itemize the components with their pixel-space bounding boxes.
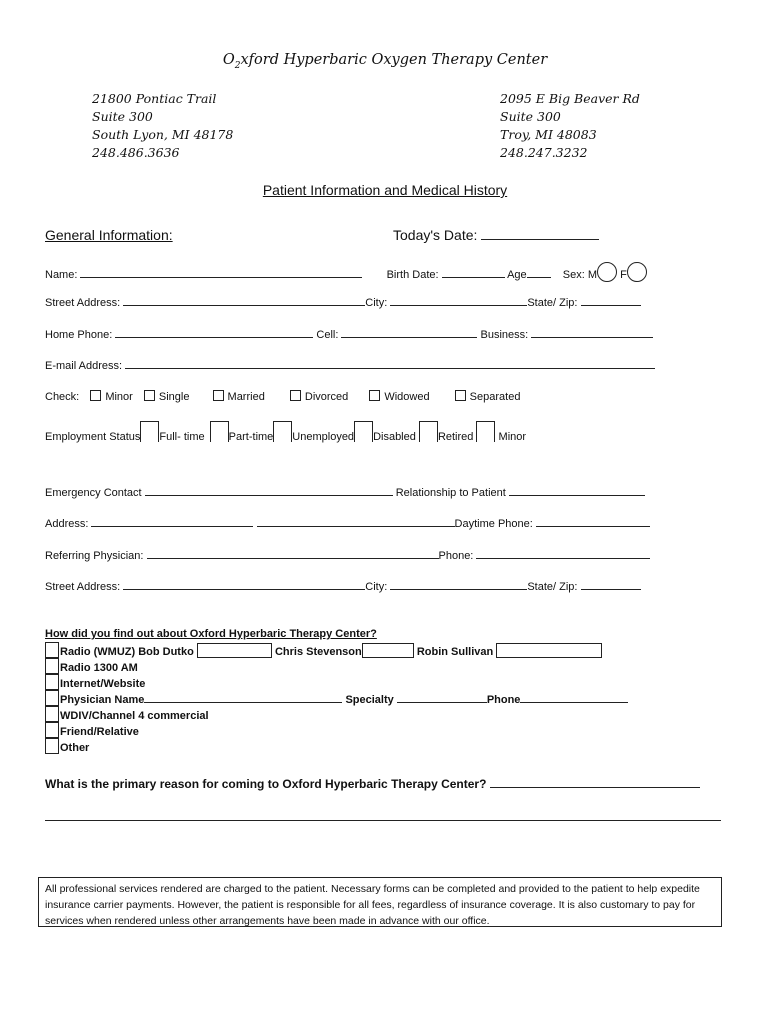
retired-box[interactable] xyxy=(419,421,438,442)
wdiv-label: WDIV/Channel 4 commercial xyxy=(60,710,209,722)
emergency-address-field[interactable] xyxy=(91,515,253,527)
sex-m-label: M xyxy=(587,269,598,281)
sex-f-label: F xyxy=(620,269,627,281)
home-phone-field[interactable] xyxy=(115,326,313,338)
business-field[interactable] xyxy=(531,326,653,338)
phone-row xyxy=(45,326,653,342)
single-label: Single xyxy=(158,391,190,403)
referral-other xyxy=(45,738,89,756)
primary-reason-row xyxy=(45,776,700,791)
referring-physician-row xyxy=(45,547,650,563)
cell-label: Cell: xyxy=(316,329,339,341)
city-field[interactable] xyxy=(390,294,527,306)
single-checkbox[interactable] xyxy=(144,390,155,401)
todays-date-field[interactable] xyxy=(481,228,599,240)
divorced-label: Divorced xyxy=(304,391,349,403)
daytime-phone-field[interactable] xyxy=(536,515,650,527)
name-field[interactable] xyxy=(80,266,362,278)
left-address-line: South Lyon, MI 48178 xyxy=(92,127,234,142)
chris-stevenson-label: Chris Stevenson xyxy=(274,646,362,658)
check-label: Check: xyxy=(45,391,80,403)
chris-stevenson-box[interactable] xyxy=(362,643,414,658)
disabled-label: Disabled xyxy=(373,431,416,443)
emergency-address-field-2[interactable] xyxy=(257,515,455,527)
general-info-heading: General Information: xyxy=(45,227,173,243)
primary-reason-label: What is the primary reason for coming to Oxford Hyperbaric Therapy Center? xyxy=(45,777,487,791)
radio-1300-box[interactable] xyxy=(45,658,59,674)
physician-phone-field[interactable] xyxy=(476,547,650,559)
title-subscript: 2 xyxy=(234,60,241,71)
unemployed-label: Unemployed xyxy=(292,431,355,443)
physician-street-field[interactable] xyxy=(123,578,365,590)
physician-address-row xyxy=(45,578,641,594)
email-row xyxy=(45,357,655,373)
specialty-label: Specialty xyxy=(345,694,394,706)
street-address-row xyxy=(45,294,641,310)
todays-date-label: Today's Date: xyxy=(393,227,478,243)
right-address-line: Troy, MI 48083 xyxy=(500,127,597,142)
disabled-box[interactable] xyxy=(354,421,373,442)
age-field[interactable] xyxy=(527,266,551,278)
emergency-address-label: Address: xyxy=(45,518,89,530)
widowed-checkbox[interactable] xyxy=(369,390,380,401)
state-zip-field[interactable] xyxy=(581,294,641,306)
primary-reason-field[interactable] xyxy=(490,776,700,788)
left-address-line: 21800 Pontiac Trail xyxy=(92,91,217,106)
other-box[interactable] xyxy=(45,738,59,754)
separated-checkbox[interactable] xyxy=(455,390,466,401)
street-address-label: Street Address: xyxy=(45,297,121,309)
home-phone-label: Home Phone: xyxy=(45,329,113,341)
radio-1300-label: Radio 1300 AM xyxy=(60,662,138,674)
daytime-phone-label: Daytime Phone: xyxy=(454,518,533,530)
birth-date-label: Birth Date: xyxy=(386,269,439,281)
referring-physician-label: Referring Physician: xyxy=(45,550,144,562)
emp-minor-label: Minor xyxy=(498,431,527,443)
emergency-contact-row xyxy=(45,484,645,500)
name-label: Name: xyxy=(45,269,78,281)
physician-name-field[interactable] xyxy=(144,691,342,703)
primary-reason-line-2[interactable] xyxy=(45,820,721,821)
physician-state-zip-field[interactable] xyxy=(581,578,641,590)
marital-row xyxy=(45,389,520,405)
full-time-box[interactable] xyxy=(140,421,159,442)
employment-row xyxy=(45,421,527,443)
friend-label: Friend/Relative xyxy=(60,726,139,738)
cell-field[interactable] xyxy=(341,326,477,338)
physician-name-box[interactable] xyxy=(45,690,59,706)
divorced-checkbox[interactable] xyxy=(290,390,301,401)
wdiv-box[interactable] xyxy=(45,706,59,722)
widowed-label: Widowed xyxy=(384,391,430,403)
friend-box[interactable] xyxy=(45,722,59,738)
radio-wmuz-label: Radio (WMUZ) Bob Dutko xyxy=(60,646,194,658)
name-row xyxy=(45,262,647,281)
sex-label: Sex: xyxy=(562,269,585,281)
street-address-field[interactable] xyxy=(123,294,365,306)
radio-wmuz-box[interactable] xyxy=(45,642,59,658)
married-checkbox[interactable] xyxy=(213,390,224,401)
physician-street-label: Street Address: xyxy=(45,581,121,593)
left-address-line: 248.486.3636 xyxy=(92,145,180,160)
right-address-line: 248.247.3232 xyxy=(500,145,588,160)
part-time-label: Part-time xyxy=(228,431,274,443)
minor-checkbox[interactable] xyxy=(90,390,101,401)
part-time-box[interactable] xyxy=(210,421,229,442)
email-field[interactable] xyxy=(125,357,655,369)
bob-dutko-box[interactable] xyxy=(197,643,272,658)
left-address-line: Suite 300 xyxy=(92,109,153,124)
relationship-label: Relationship to Patient xyxy=(395,487,506,499)
relationship-field[interactable] xyxy=(509,484,645,496)
other-label: Other xyxy=(60,742,90,754)
form-title: Patient Information and Medical History xyxy=(262,182,508,198)
title-o: O xyxy=(222,52,235,68)
referral-question: How did you find out about Oxford Hyperbaric Therapy Center? xyxy=(45,628,377,640)
emergency-address-row xyxy=(45,515,650,531)
referring-physician-field[interactable] xyxy=(147,547,439,559)
email-label: E-mail Address: xyxy=(45,360,123,372)
physician-city-field[interactable] xyxy=(390,578,527,590)
physician-phone-label: Phone: xyxy=(438,550,474,562)
todays-date xyxy=(393,227,599,243)
emergency-contact-field[interactable] xyxy=(145,484,393,496)
payment-notice: All professional services rendered are charged to the patient. Necessary forms can be completed and provided to the patient to help expedite insurance carrier payments. However, the patient is responsible for all fees, regardless of insurance coverage. It is also customary to pay for services when rendered unless other arrangements have been made in advance with our office. xyxy=(38,877,722,927)
birth-date-field[interactable] xyxy=(442,266,505,278)
sex-f-circle[interactable] xyxy=(627,262,647,282)
title-rest: xford Hyperbaric Oxygen Therapy Center xyxy=(240,52,548,68)
referral-phone-label: Phone xyxy=(486,694,521,706)
robin-sullivan-box[interactable] xyxy=(496,643,602,658)
full-time-label: Full- time xyxy=(159,431,205,443)
emergency-contact-label: Emergency Contact xyxy=(45,487,142,499)
right-address-line: Suite 300 xyxy=(500,109,561,124)
referral-phone-field[interactable] xyxy=(520,691,628,703)
internet-label: Internet/Website xyxy=(60,678,146,690)
sex-m-circle[interactable] xyxy=(597,262,617,282)
emp-minor-box[interactable] xyxy=(476,421,495,442)
minor-label: Minor xyxy=(105,391,133,403)
right-address xyxy=(500,90,640,162)
specialty-field[interactable] xyxy=(397,691,487,703)
unemployed-box[interactable] xyxy=(273,421,292,442)
married-label: Married xyxy=(227,391,265,403)
physician-city-label: City: xyxy=(365,581,388,593)
retired-label: Retired xyxy=(437,431,474,443)
center-title xyxy=(0,52,770,71)
state-zip-label: State/ Zip: xyxy=(527,297,578,309)
separated-label: Separated xyxy=(469,391,521,403)
right-address-line: 2095 E Big Beaver Rd xyxy=(500,91,640,106)
left-address xyxy=(92,90,233,162)
physician-state-zip-label: State/ Zip: xyxy=(527,581,578,593)
internet-box[interactable] xyxy=(45,674,59,690)
age-label: Age xyxy=(507,269,527,281)
business-label: Business: xyxy=(480,329,529,341)
city-label: City: xyxy=(365,297,388,309)
physician-name-label: Physician Name xyxy=(60,694,145,706)
employment-status-label: Employment Status xyxy=(45,431,141,443)
robin-sullivan-label: Robin Sullivan xyxy=(416,646,494,658)
